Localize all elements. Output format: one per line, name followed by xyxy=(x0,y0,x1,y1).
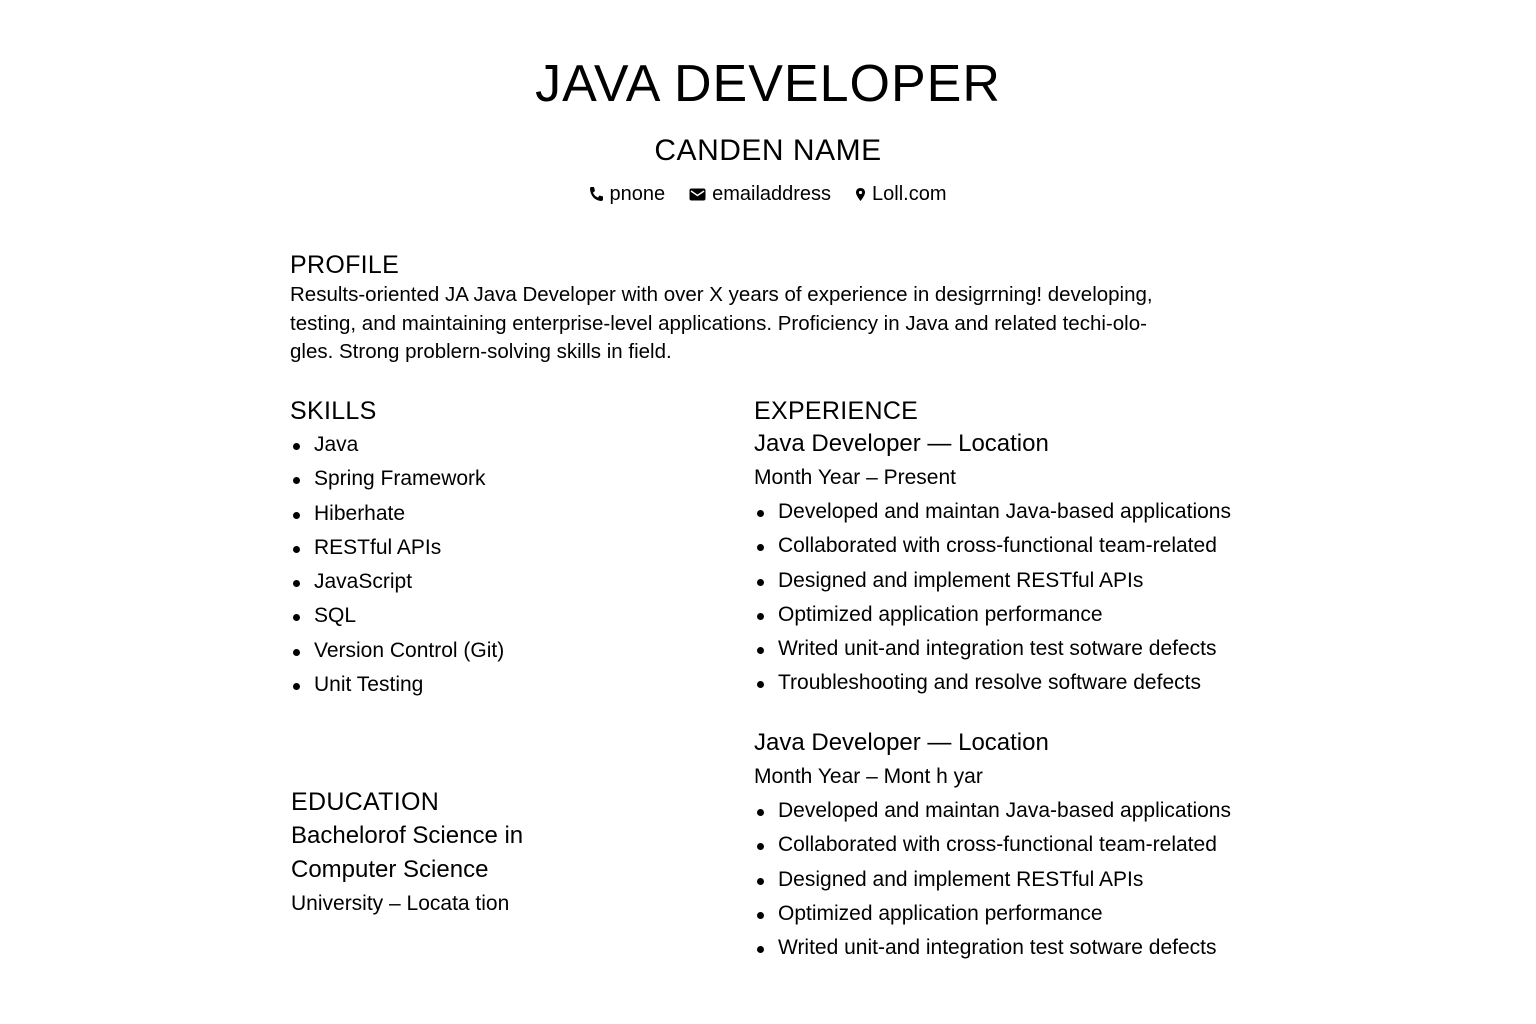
contact-email xyxy=(689,180,831,208)
skill-item: Spring Framework xyxy=(290,462,504,496)
experience-job xyxy=(754,726,1231,965)
job-bullet: Writed unit-and integration test sotware defects xyxy=(754,632,1231,666)
profile-heading: PROFILE xyxy=(290,251,400,279)
job-bullet: Developed and maintan Java-based applications xyxy=(754,495,1231,529)
job-dates: Month Year – Present xyxy=(754,466,956,489)
job-bullets xyxy=(754,794,1231,965)
skills-heading: SKILLS xyxy=(290,397,377,425)
job-bullets xyxy=(754,495,1231,701)
profile-line: testing, and maintaining enterprise-level applications. Proficiency in Java and related techi-olo- xyxy=(290,311,1147,335)
skill-item: Version Control (Git) xyxy=(290,634,504,668)
experience-heading: EXPERIENCE xyxy=(754,397,919,425)
envelope-icon xyxy=(689,188,706,201)
profile-line: gles. Strong problern-solving skills in field. xyxy=(290,340,672,363)
candidate-name: CANDEN NAME xyxy=(654,134,882,167)
skill-item: RESTful APIs xyxy=(290,531,504,565)
job-bullet: Designed and implement RESTful APIs xyxy=(754,564,1231,598)
education-heading: EDUCATION xyxy=(291,788,440,816)
skills-list xyxy=(290,428,504,702)
skill-item: JavaScript xyxy=(290,565,504,599)
job-bullet: Writed unit-and integration test sotware defects xyxy=(754,931,1231,965)
profile-line: Results-oriented JA Java Developer with over X years of experience in desigrrning! developing, xyxy=(290,283,1153,306)
job-title: Java Developer — Location xyxy=(754,729,1049,756)
job-bullet: Troubleshooting and resolve software defects xyxy=(754,666,1231,700)
education-university: University – Locata tion xyxy=(291,892,510,915)
phone-text: pnone xyxy=(609,183,666,205)
contact-phone xyxy=(589,180,665,208)
profile-text xyxy=(290,281,1280,367)
skill-item: Java xyxy=(290,428,504,462)
job-bullet: Developed and maintan Java-based applications xyxy=(754,794,1231,828)
location-pin-icon xyxy=(855,187,866,202)
job-bullet: Optimized application performance xyxy=(754,598,1231,632)
job-bullet: Designed and implement RESTful APIs xyxy=(754,863,1231,897)
job-bullet: Collaborated with cross-functional team-related xyxy=(754,828,1231,862)
job-title: Java Developer — Location xyxy=(754,430,1049,457)
job-bullet: Collaborated with cross-functional team-related xyxy=(754,529,1231,563)
resume-title: JAVA DEVELOPER xyxy=(535,55,1001,113)
phone-icon xyxy=(589,186,603,202)
skill-item: Hiberhate xyxy=(290,497,504,531)
experience-job xyxy=(754,427,1231,701)
job-dates: Month Year – Mont h yar xyxy=(754,765,983,788)
website-text: Loll.com xyxy=(872,183,947,205)
skill-item: SQL xyxy=(290,599,504,633)
email-text: emailaddress xyxy=(712,183,832,205)
contact-website xyxy=(855,180,946,208)
education-degree: Bachelorof Science in Computer Science xyxy=(291,822,524,883)
job-bullet: Optimized application performance xyxy=(754,897,1231,931)
contact-bar xyxy=(0,180,1536,208)
skill-item: Unit Testing xyxy=(290,668,504,702)
